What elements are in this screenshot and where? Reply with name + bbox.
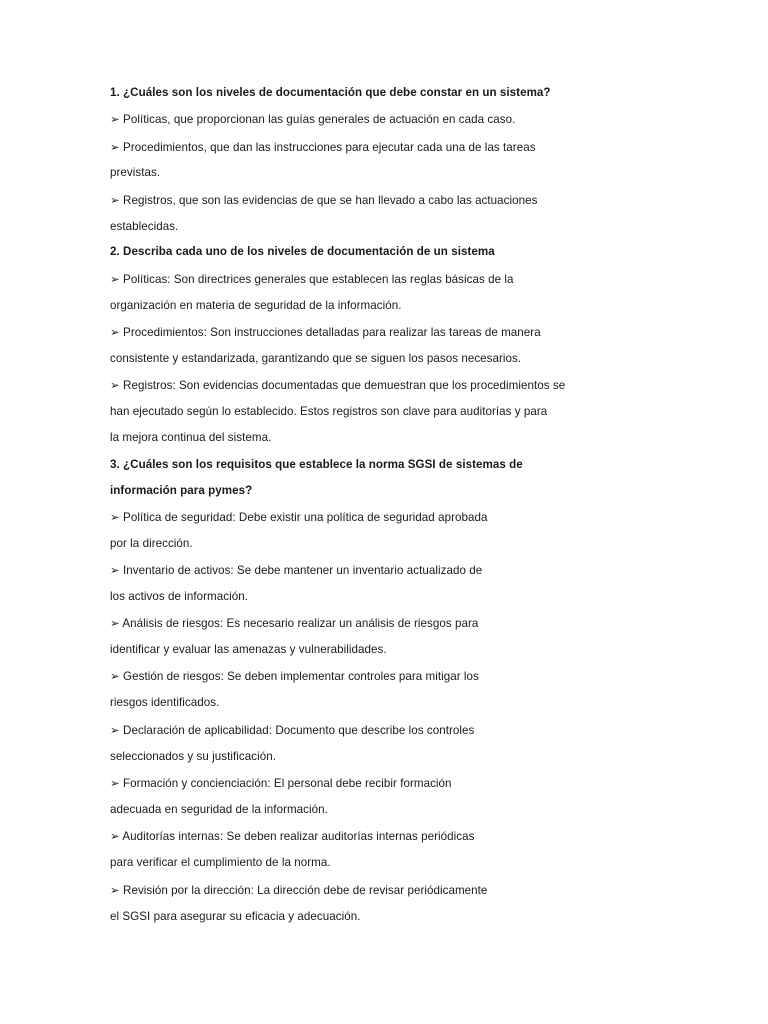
answer-1-procedures-line-cont: previstas.	[110, 166, 161, 179]
question-3-heading: 3. ¿Cuáles son los requisitos que establece la norma SGSI de sistemas de	[110, 458, 523, 471]
question-2-heading: 2. Describa cada uno de los niveles de documentación de un sistema	[110, 245, 495, 258]
question-1-heading: 1. ¿Cuáles son los niveles de documentación que debe constar en un sistema?	[110, 86, 551, 99]
requirement-applicability-line-cont: seleccionados y su justificación.	[110, 750, 276, 763]
answer-1-policies-line: ➢ Políticas, que proporcionan las guías generales de actuación en cada caso.	[110, 113, 516, 126]
requirement-risk-analysis-line: ➢ Análisis de riesgos: Es necesario realizar un análisis de riesgos para	[110, 617, 479, 630]
answer-2-records-line-cont-1: han ejecutado según lo establecido. Estos registros son clave para auditorías y para	[110, 405, 548, 418]
answer-2-records-line-cont-2: la mejora continua del sistema.	[110, 431, 272, 444]
requirement-security-policy-line: ➢ Política de seguridad: Debe existir una política de seguridad aprobada	[110, 511, 488, 524]
requirement-security-policy-line-cont: por la dirección.	[110, 537, 193, 550]
answer-1-records-line: ➢ Registros, que son las evidencias de que se han llevado a cabo las actuaciones	[110, 194, 538, 207]
question-3-heading-cont: información para pymes?	[110, 484, 253, 497]
answer-2-policies-line-cont: organización en materia de seguridad de la información.	[110, 299, 402, 312]
requirement-asset-inventory-line-cont: los activos de información.	[110, 590, 248, 603]
answer-2-procedures-line-cont: consistente y estandarizada, garantizando que se siguen los pasos necesarios.	[110, 352, 522, 365]
answer-1-records-line-cont: establecidas.	[110, 220, 179, 233]
answer-1-procedures-line: ➢ Procedimientos, que dan las instrucciones para ejecutar cada una de las tareas	[110, 141, 536, 154]
requirement-internal-audits-line: ➢ Auditorías internas: Se deben realizar auditorías internas periódicas	[110, 830, 475, 843]
requirement-applicability-line: ➢ Declaración de aplicabilidad: Documento que describe los controles	[110, 724, 475, 737]
requirement-training-line: ➢ Formación y concienciación: El personal debe recibir formación	[110, 777, 452, 790]
requirement-risk-management-line-cont: riesgos identificados.	[110, 696, 220, 709]
requirement-risk-analysis-line-cont: identificar y evaluar las amenazas y vulnerabilidades.	[110, 643, 387, 656]
answer-2-policies-line: ➢ Políticas: Son directrices generales que establecen las reglas básicas de la	[110, 273, 514, 286]
requirement-asset-inventory-line: ➢ Inventario de activos: Se debe mantener un inventario actualizado de	[110, 564, 483, 577]
requirement-internal-audits-line-cont: para verificar el cumplimiento de la norma.	[110, 856, 331, 869]
requirement-management-review-line: ➢ Revisión por la dirección: La dirección debe de revisar periódicamente	[110, 884, 488, 897]
answer-2-procedures-line: ➢ Procedimientos: Son instrucciones detalladas para realizar las tareas de manera	[110, 326, 541, 339]
answer-2-records-line: ➢ Registros: Son evidencias documentadas que demuestran que los procedimientos se	[110, 379, 566, 392]
requirement-risk-management-line: ➢ Gestión de riesgos: Se deben implementar controles para mitigar los	[110, 670, 479, 683]
requirement-training-line-cont: adecuada en seguridad de la información.	[110, 803, 328, 816]
requirement-management-review-line-cont: el SGSI para asegurar su eficacia y adecuación.	[110, 910, 361, 923]
